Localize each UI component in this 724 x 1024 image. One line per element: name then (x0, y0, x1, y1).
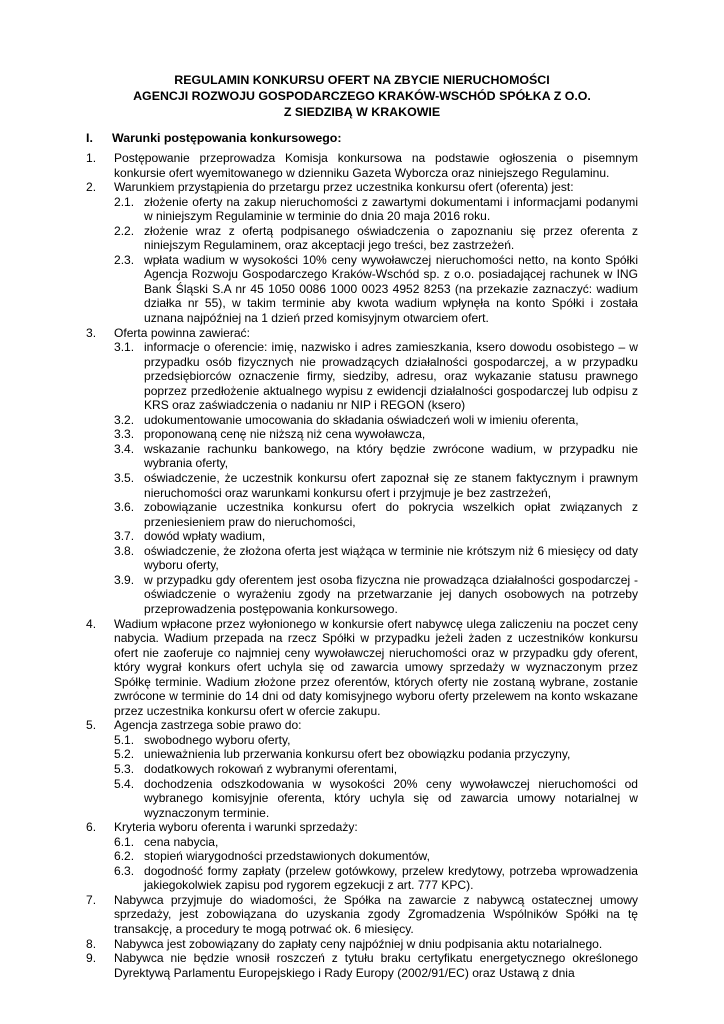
item-text: Nabywca przyjmuje do wiadomości, że Spółka na zawarcie z nabywcą ostatecznej umowy sprzedaży, jest zobowiązana do uzyskania zgody Zgromadzenia Wspólników Spółki na tę transakcję, a procedury te mogą potrwać ok. 6 miesięcy. (114, 892, 638, 936)
item-number: 1. (86, 151, 97, 165)
item-number: 4. (86, 616, 97, 631)
sub-item (114, 529, 638, 544)
sub-item-text: cena nabycia, (144, 834, 219, 849)
sub-item-number: 2.3. (114, 252, 135, 267)
sub-item-text: dogodność formy zapłaty (przelew gotówkowy, przelew kredytowy, potrzeba wprowadzenia jakiegokolwiek zapisu pod rygorem egzekucji z art. 777 KPC). (144, 863, 638, 893)
regulation-list (86, 151, 638, 980)
item-text: Kryteria wyboru oferenta i warunki sprzedaży: (114, 820, 358, 835)
list-item (86, 180, 638, 195)
sub-item (114, 849, 638, 864)
sub-item-text: oświadczenie, że uczestnik konkursu ofert zapoznał się ze stanem faktycznym i prawnym nieruchomości oraz warunkami konkursu ofert i przyjmuje je bez zastrzeżeń, (144, 471, 638, 500)
item-number: 7. (86, 892, 97, 907)
sub-item (114, 427, 638, 442)
sub-item-number: 6.3. (114, 863, 135, 878)
sub-item (114, 195, 638, 224)
title-line-3: Z SIEDZIBĄ W KRAKOWIE (283, 105, 441, 119)
sub-item (114, 340, 638, 413)
sub-item-number: 5.3. (114, 761, 135, 776)
list-item (86, 820, 638, 835)
list-item (86, 937, 638, 952)
sub-item-text: informacje o oferencie: imię, nazwisko i adres zamieszkania, ksero dowodu osobistego – w przypadku osób fizycznych nie prowadzących działalności gospodarczej, a w przypadku przedsiębiorców oznaczenie firmy, siedziby, adresu, oraz wykazanie statusu prawnego poprzez przedłożenie aktualnego wypisu z ewidencji działalności gospodarczej lub odpisu z KRS oraz zaświadczenia o nadaniu nr NIP i REGON (ksero) (144, 340, 638, 413)
sub-item (114, 253, 638, 326)
item-text: Nabywca nie będzie wnosił roszczeń z tytułu braku certyfikatu energetycznego określonego Dyrektywą Parlamentu Europejskiego i Rady Europy (2002/91/EC) oraz Ustawą z dnia (114, 951, 638, 980)
sub-item-text: stopień wiarygodności przedstawionych dokumentów, (144, 849, 430, 864)
sub-item-text: udokumentowanie umocowania do składania oświadczeń woli w imieniu oferenta, (144, 412, 579, 427)
sub-item-number: 3.4. (114, 441, 135, 456)
item-text: Oferta powinna zawierać: (114, 325, 250, 340)
sub-item-number: 3.7. (114, 529, 135, 544)
sub-item-text: oświadczenie, że złożona oferta jest wiążąca w terminie nie krótszym niż 6 miesięcy od daty wyboru oferty, (144, 543, 638, 573)
sub-item-number: 2.2. (114, 223, 135, 238)
sub-item (114, 224, 638, 253)
sub-item (114, 500, 638, 529)
sub-item (114, 471, 638, 500)
document-title (0, 72, 724, 120)
section-number: I. (86, 131, 93, 145)
sub-item-text: proponowaną cenę nie niższą niż cena wywoławcza, (144, 427, 426, 442)
item-text: Warunkiem przystąpienia do przetargu przez uczestnika konkursu ofert (oferenta) jest: (114, 180, 574, 195)
sub-item (114, 835, 638, 850)
sub-item (114, 864, 638, 893)
sub-item (114, 413, 638, 428)
section-title: Warunki postępowania konkursowego: (112, 131, 342, 145)
sub-item (114, 733, 638, 748)
item-number: 9. (86, 951, 97, 966)
item-number: 8. (86, 936, 97, 951)
sub-item-number: 6.2. (114, 849, 135, 864)
item-number: 2. (86, 180, 97, 195)
sub-item-text: złożenie oferty na zakup nieruchomości z zawartymi dokumentami i informacjami podanymi w niniejszym Regulaminie w terminie do dnia 20 maja 2016 roku. (144, 194, 638, 224)
sub-item-number: 3.8. (114, 543, 135, 558)
sub-item (114, 762, 638, 777)
sub-item-number: 3.6. (114, 500, 135, 515)
item-text: Postępowanie przeprowadza Komisja konkursowa na podstawie ogłoszenia o pisemnym konkursie ofert wyemitowanego w dzienniku Gazeta Wyborcza oraz niniejszego Regulaminu. (114, 151, 638, 180)
sub-item (114, 544, 638, 573)
item-text: Wadium wpłacone przez wyłonionego w konkursie ofert nabywcę ulega zaliczeniu na poczet ceny nabycia. Wadium przepada na rzecz Spółki w przypadku jeżeli żaden z uczestników konkursu ofert nie zaoferuje co najmniej ceny wywoławczej nieruchomości oraz w przypadku gdy oferent, który wygrał konkurs ofert uchyla się od zawarcia umowy sprzedaży w wyznaczonym przez Spółkę terminie. Wadium złożone przez oferentów, których oferty nie zostaną wybrane, zostanie zwrócone w terminie do 14 dni od daty komisyjnego wyboru oferty przelewem na konto wskazane przez uczestnika konkursu ofert w ofercie zakupu. (114, 616, 638, 718)
item-number: 6. (86, 820, 97, 835)
sub-item-text: dowód wpłaty wadium, (144, 529, 266, 544)
sub-item-text: dodatkowych rokowań z wybranymi oferentami, (144, 761, 398, 776)
title-line-2: AGENCJI ROZWOJU GOSPODARCZEGO KRAKÓW-WSCHÓD SPÓŁKA Z O.O. (133, 89, 591, 103)
sub-item-number: 2.1. (114, 194, 135, 209)
item-text: Nabywca jest zobowiązany do zapłaty ceny najpóźniej w dniu podpisania aktu notarialnego. (114, 936, 603, 951)
sub-item-text: wpłata wadium w wysokości 10% ceny wywoławczej nieruchomości netto, na konto Spółki Agencja Rozwoju Gospodarczego Kraków-Wschód sp. z o.o. posiadającej rachunek w ING Bank Śląski S.A nr 45 1050 0086 1000 0023 4952 8253 (na przekazie zaznaczyć: wadium działka nr 55), w takim terminie aby kwota wadium wpłynęła na konto Spółki i została uznana najpóźniej na 1 dzień przed komisyjnym otwarciem ofert. (144, 252, 638, 326)
sub-item-text: w przypadku gdy oferentem jest osoba fizyczna nie prowadząca działalności gospodarczej - oświadczenie o wyrażeniu zgody na przetwarzanie jej danych osobowych na potrzeby przeprowadzenia postępowania konkursowego. (144, 572, 638, 616)
sub-item (114, 777, 638, 821)
list-item (86, 951, 638, 980)
sub-item-number: 6.1. (114, 834, 135, 849)
item-number: 3. (86, 325, 97, 340)
sub-item (114, 442, 638, 471)
sub-item-number: 3.3. (114, 427, 135, 442)
sub-item-number: 3.5. (114, 471, 135, 486)
item-number: 5. (86, 718, 97, 733)
sub-item-number: 3.9. (114, 572, 135, 587)
section-heading (86, 130, 341, 146)
sub-item-text: swobodnego wyboru oferty, (144, 732, 291, 747)
sub-item-number: 5.1. (114, 732, 135, 747)
sub-item-text: złożenie wraz z ofertą podpisanego oświadczenia o zapoznaniu się przez oferenta z niniejszym Regulaminem, oraz akceptacji jego treści, bez zastrzeżeń. (144, 223, 638, 253)
list-item (86, 151, 638, 180)
sub-item (114, 747, 638, 762)
sub-item-number: 5.4. (114, 776, 135, 791)
list-item (86, 617, 638, 719)
sub-item-text: zobowiązanie uczestnika konkursu ofert do pokrycia wszelkich opłat związanych z przeniesieniem praw do nieruchomości, (144, 500, 638, 529)
list-item (86, 893, 638, 937)
sub-item-number: 5.2. (114, 747, 135, 762)
sub-item-number: 3.2. (114, 412, 135, 427)
sub-item-number: 3.1. (114, 340, 135, 355)
title-line-1: REGULAMIN KONKURSU OFERT NA ZBYCIE NIERUCHOMOŚCI (174, 73, 550, 87)
list-item (86, 326, 638, 341)
item-text: Agencja zastrzega sobie prawo do: (114, 718, 302, 733)
sub-item (114, 573, 638, 617)
sub-item-text: unieważnienia lub przerwania konkursu ofert bez obowiązku podania przyczyny, (144, 747, 571, 762)
sub-item-text: dochodzenia odszkodowania w wysokości 20% ceny wywoławczej nieruchomości od wybranego komisyjnie oferenta, który uchyla się od zawarcia umowy notarialnej w wyznaczonym terminie. (144, 776, 638, 820)
sub-item-text: wskazanie rachunku bankowego, na który będzie zwrócone wadium, w przypadku nie wybrania oferty, (144, 441, 638, 471)
list-item (86, 718, 638, 733)
